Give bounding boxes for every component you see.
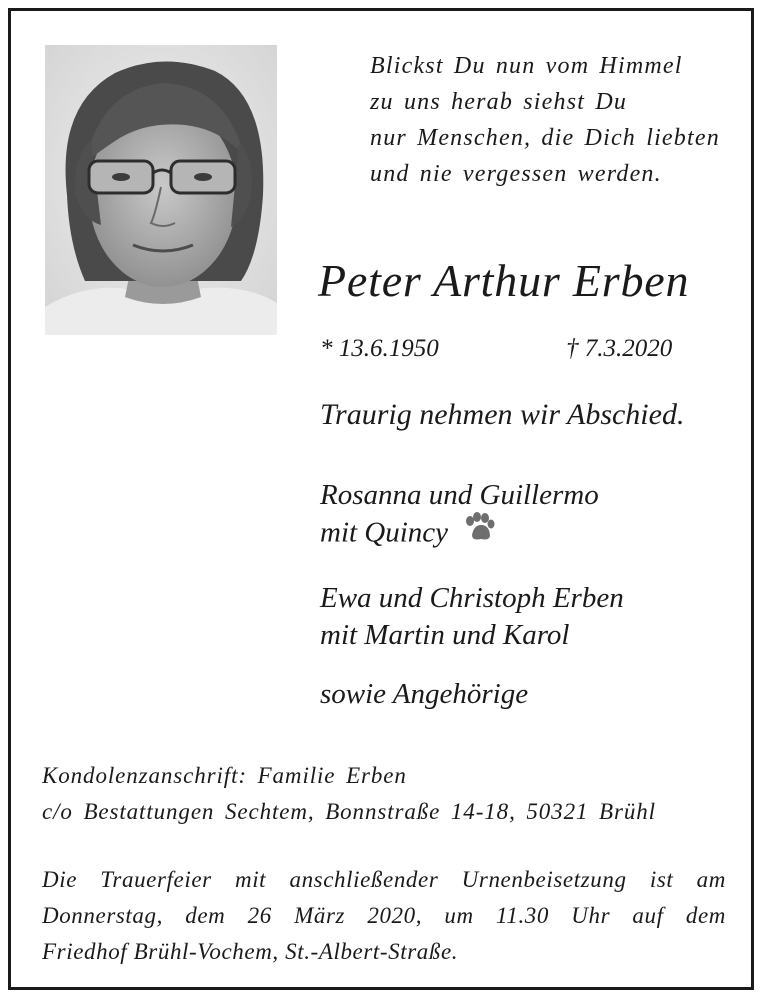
deceased-name: Peter Arthur Erben xyxy=(318,255,690,306)
family-line: Rosanna und Guillermo xyxy=(320,479,599,511)
family-line: mit Martin und Karol xyxy=(320,619,570,651)
poem-line: Blickst Du nun vom Himmel xyxy=(370,53,683,79)
service-line: Die Trauerfeier mit anschließender Urnenbeisetzung ist am xyxy=(42,867,726,892)
poem-line: nur Menschen, die Dich liebten xyxy=(370,125,720,151)
portrait-photo xyxy=(45,45,277,335)
paw-print-icon-graphic xyxy=(462,511,496,543)
family-line: mit Quincy xyxy=(320,516,449,549)
family-group-2 xyxy=(320,580,624,654)
service-line: Friedhof Brühl-Vochem, St.-Albert-Straße. xyxy=(42,939,459,964)
family-line: sowie Angehörige xyxy=(320,678,529,710)
condolence-line: Kondolenzanschrift: Familie Erben xyxy=(42,763,407,788)
condolence-line: c/o Bestattungen Sechtem, Bonnstraße 14-18, 50321 Brühl xyxy=(42,799,656,824)
service-line: Donnerstag, dem 26 März 2020, um 11.30 Uhr auf dem xyxy=(42,903,726,928)
portrait-image xyxy=(45,45,277,335)
family-line: Ewa und Christoph Erben xyxy=(320,582,624,614)
family-group-1 xyxy=(320,477,599,556)
poem-line: und nie vergessen werden. xyxy=(370,161,662,187)
family-line-with-pet xyxy=(320,514,599,556)
farewell-text: Traurig nehmen wir Abschied. xyxy=(320,398,685,431)
poem-line: zu uns herab siehst Du xyxy=(370,89,628,115)
funeral-service-info xyxy=(42,862,726,970)
family-group-3 xyxy=(320,676,528,713)
condolence-address xyxy=(42,758,656,830)
paw-print-icon xyxy=(462,511,496,553)
poem xyxy=(370,48,720,192)
birth-date: * 13.6.1950 xyxy=(320,335,439,362)
death-date: † 7.3.2020 xyxy=(566,335,673,362)
